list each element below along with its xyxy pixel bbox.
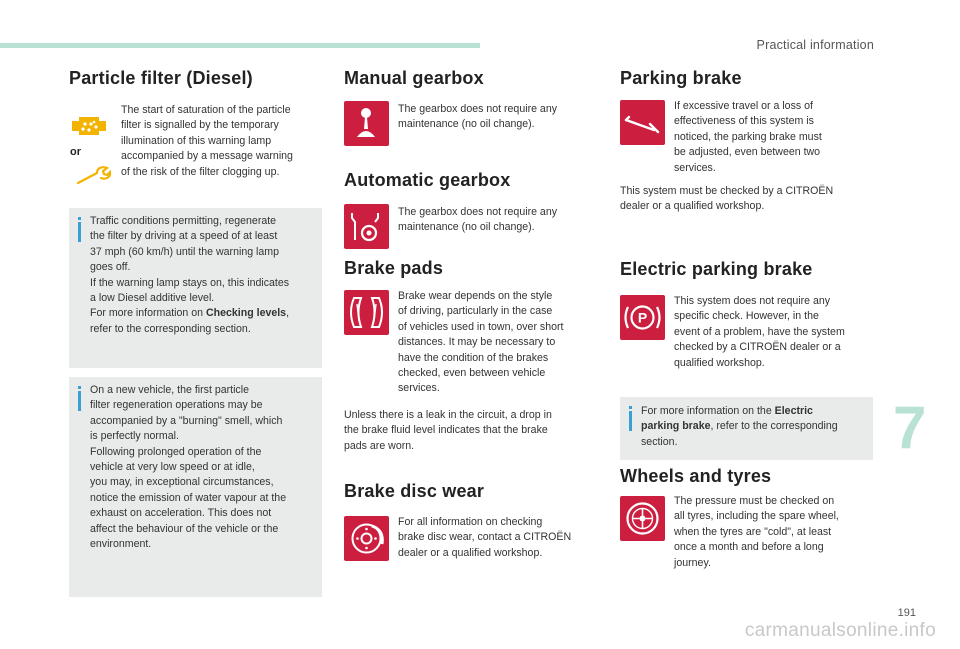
or-label: or — [70, 146, 81, 158]
svg-text:P: P — [637, 309, 648, 326]
particle-filter-note-1: Traffic conditions permitting, regenerate the filter by driving at a speed of at least 37 mph (60 km/h) until the warning lamp goes off. If the warning lamp stays on, this indicates a low Diesel additive level. For more information on Checking levels, refer to the corresponding section. — [69, 208, 322, 368]
info-icon — [78, 386, 81, 389]
link-electric-parking-brake: parking brake — [641, 420, 711, 433]
brake-pads-after-text: Unless there is a leak in the circuit, a drop in the brake fluid level indicates that the brake pads are worn. — [344, 409, 552, 452]
brake-disc-icon — [344, 516, 389, 561]
gear-lever-icon — [344, 101, 389, 146]
automatic-gearbox-title: Automatic gearbox — [344, 170, 511, 190]
brake-pads-icon — [344, 290, 389, 335]
wheel-icon — [620, 496, 665, 541]
info-icon — [78, 217, 81, 220]
brake-pads-title: Brake pads — [344, 258, 444, 278]
section-title: Practical information — [756, 38, 874, 52]
electric-parking-brake-note: For more information on the Electric parking brake, refer to the corresponding section. — [620, 397, 873, 460]
brake-pads-text: Brake wear depends on the style of driving, particularly in the case of vehicles used in town, over short distances. It may be necessary to have the condition of the brakes checked, even between vehicle services. — [398, 290, 564, 395]
manual-gearbox-title: Manual gearbox — [344, 68, 484, 88]
info-icon — [629, 406, 632, 409]
automatic-gearbox-icon — [344, 204, 389, 249]
electric-parking-brake-text: This system does not require any specific check. However, in the event of a problem, have the system checked by a CITROËN dealer or a qualified workshop. — [674, 295, 845, 369]
electric-parking-brake-title: Electric parking brake — [620, 259, 813, 279]
page-number: 191 — [897, 607, 916, 619]
link-checking-levels: Checking levels — [206, 307, 287, 320]
manual-gearbox-text: The gearbox does not require any maintenance (no oil change). — [398, 103, 558, 131]
wheels-tyres-text: The pressure must be checked on all tyres, including the spare wheel, when the tyres are "cold", at least once a month and before a long journey. — [674, 495, 839, 569]
parking-brake-after-text: This system must be checked by a CITROËN dealer or a qualified workshop. — [620, 185, 834, 213]
parking-brake-lever-icon — [620, 100, 665, 145]
particle-filter-title: Particle filter (Diesel) — [69, 68, 253, 88]
brake-disc-wear-text: For all information on checking brake disc wear, contact a CITROËN dealer or a qualified workshop. — [398, 516, 572, 559]
parking-brake-text: If excessive travel or a loss of effectiveness of this system is noticed, the parking brake must be adjusted, even between two services. — [674, 100, 822, 174]
top-rule — [0, 43, 480, 48]
automatic-gearbox-text: The gearbox does not require any maintenance (no oil change). — [398, 206, 558, 234]
particle-filter-icon — [69, 113, 109, 139]
particle-filter-text: The start of saturation of the particle filter is signalled by the temporary illumination of this warning lamp accompanied by a message warning of the risk of the filter clogging up. — [121, 104, 293, 178]
electric-parking-brake-icon — [620, 295, 665, 340]
watermark: carmanualsonline.info — [744, 620, 936, 641]
parking-brake-title: Parking brake — [620, 68, 742, 88]
wheels-tyres-title: Wheels and tyres — [620, 466, 772, 486]
brake-disc-wear-title: Brake disc wear — [344, 481, 485, 501]
chapter-number: 7 — [893, 394, 927, 461]
particle-filter-note-2: On a new vehicle, the first particle filter regeneration operations may be accompanied by a "burning" smell, which is perfectly normal. Following prolonged operation of the vehicle at very low speed or at idle, you may, in exceptional circumstances, notice the emission of water vapour at the exhaust on acceleration. This does not affect the behaviour of the vehicle or the environment. — [69, 377, 322, 597]
wrench-icon — [75, 165, 111, 187]
